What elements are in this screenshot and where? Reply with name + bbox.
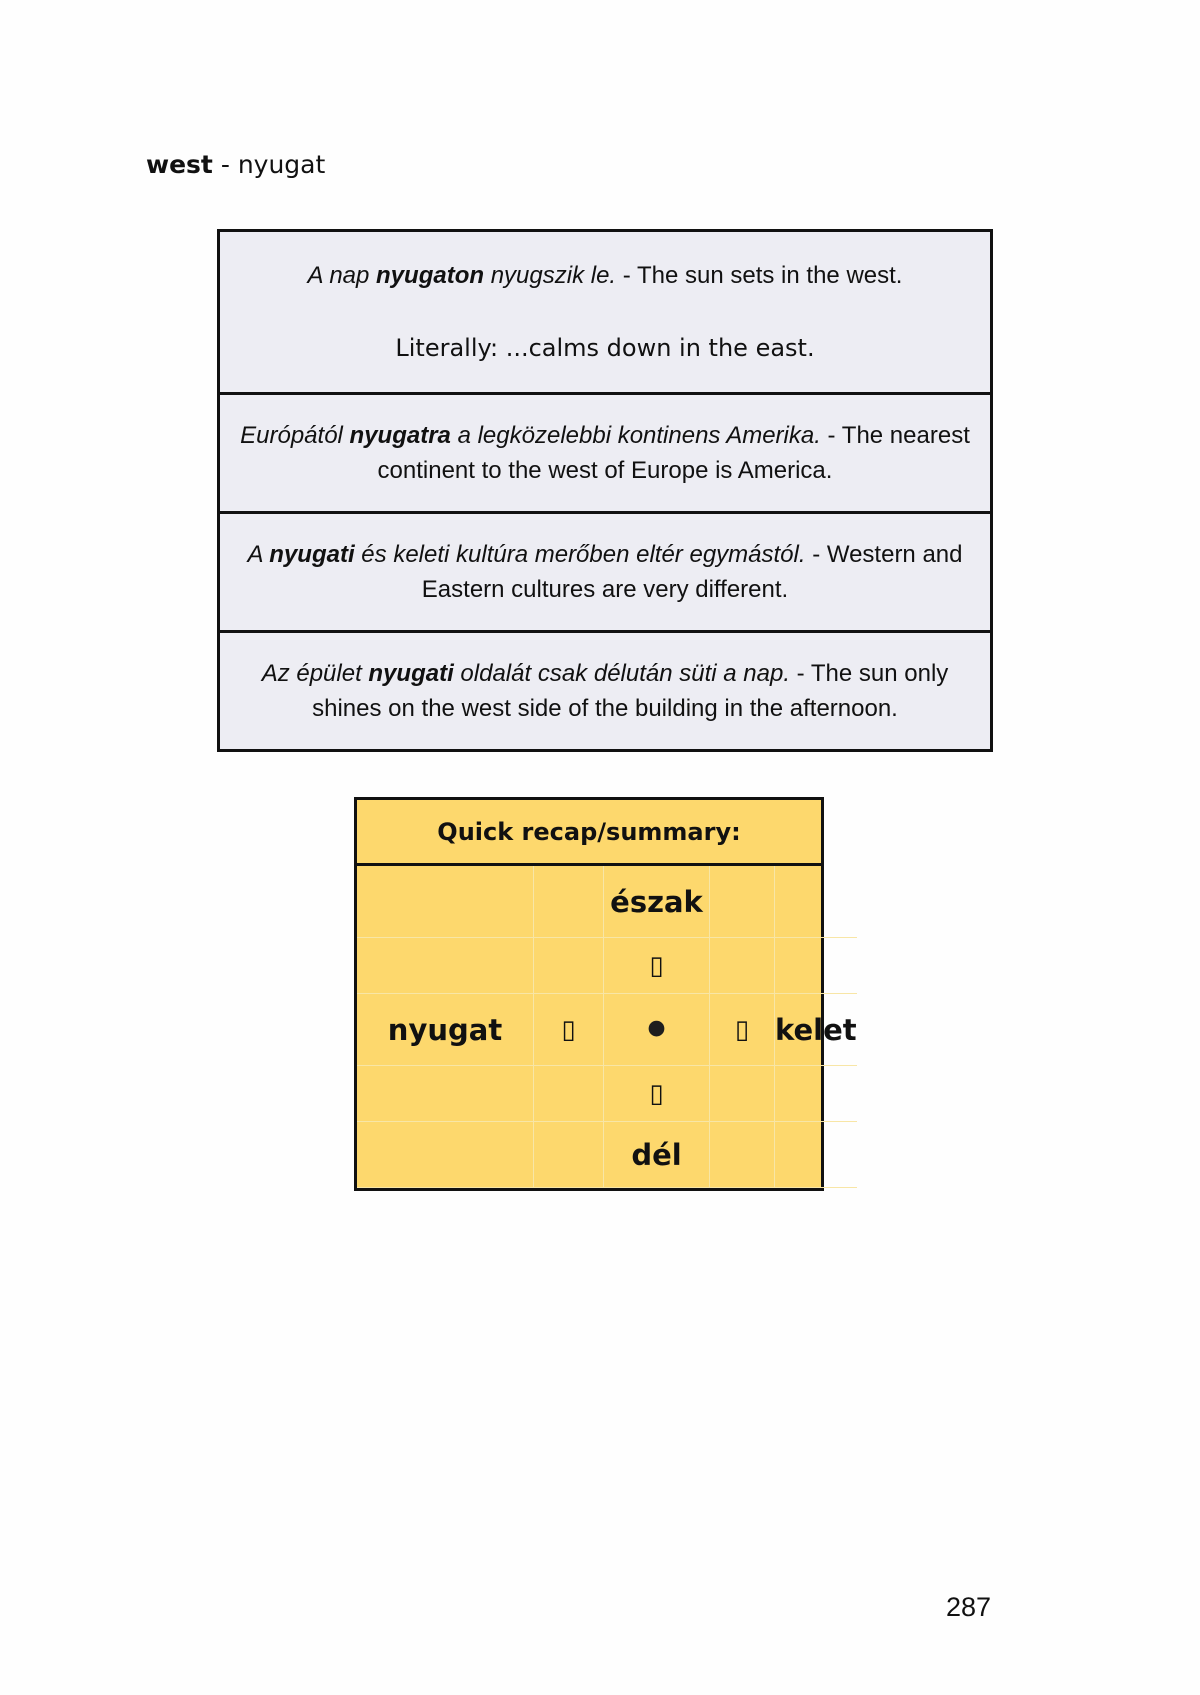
- hungarian-text: nyugszik le.: [484, 262, 617, 289]
- example-row: [220, 630, 990, 749]
- page-number: 287: [946, 1592, 992, 1622]
- entry-heading: [146, 150, 325, 179]
- grid-cell: [775, 938, 857, 994]
- compass-west: nyugat: [357, 994, 534, 1066]
- keyword: nyugatra: [349, 422, 451, 449]
- grid-cell: [534, 1066, 604, 1122]
- compass-north: észak: [604, 866, 710, 938]
- grid-cell: [357, 938, 534, 994]
- heading-translation: nyugat: [237, 150, 326, 179]
- grid-cell: [534, 938, 604, 994]
- example-sentence: [240, 656, 970, 726]
- example-row: [220, 392, 990, 511]
- grid-cell: [710, 938, 775, 994]
- example-english: - Western and Eastern cultures are very different.: [421, 541, 963, 603]
- grid-cell: [534, 866, 604, 938]
- example-hungarian: [248, 541, 806, 568]
- compass-grid: [357, 866, 857, 1188]
- hungarian-text: Az épület: [261, 660, 369, 687]
- grid-cell: [357, 866, 534, 938]
- example-english: - The nearest continent to the west of Europe is America.: [377, 422, 970, 484]
- example-row: [220, 511, 990, 630]
- example-sentence: [240, 537, 970, 607]
- example-sentence: [308, 258, 903, 293]
- example-sentence: [240, 418, 970, 488]
- hungarian-text: A: [247, 541, 270, 568]
- literal-note: Literally: ...calms down in the east.: [395, 334, 815, 362]
- example-english: - The sun sets in the west.: [616, 262, 903, 289]
- hungarian-text: Európától: [240, 422, 350, 449]
- center-dot-icon: ⚫: [604, 994, 710, 1066]
- keyword: nyugati: [269, 541, 355, 568]
- grid-cell: [775, 1066, 857, 1122]
- hungarian-text: A nap: [307, 262, 377, 289]
- examples-table: [217, 229, 993, 752]
- arrow-up-icon: ▯: [604, 938, 710, 994]
- grid-cell: [710, 866, 775, 938]
- example-english: - The sun only shines on the west side of the building in the afternoon.: [312, 660, 949, 722]
- example-row: [220, 232, 990, 392]
- keyword: nyugaton: [376, 262, 485, 289]
- grid-cell: [357, 1122, 534, 1188]
- recap-box: [354, 797, 857, 1191]
- compass-south: dél: [604, 1122, 710, 1188]
- hungarian-text: oldalát csak délután süti a nap.: [453, 660, 790, 687]
- grid-cell: [710, 1122, 775, 1188]
- example-hungarian: [262, 660, 790, 687]
- heading-word: west: [146, 150, 213, 179]
- grid-cell: [775, 866, 857, 938]
- arrow-left-icon: ▯: [534, 994, 604, 1066]
- grid-cell: [710, 1066, 775, 1122]
- hungarian-text: és keleti kultúra merőben eltér egymástól.: [354, 541, 806, 568]
- grid-cell: [534, 1122, 604, 1188]
- heading-separator: -: [212, 150, 238, 179]
- recap-title: Quick recap/summary:: [357, 800, 821, 866]
- grid-cell: [357, 1066, 534, 1122]
- keyword: nyugati: [368, 660, 454, 687]
- arrow-down-icon: ▯: [604, 1066, 710, 1122]
- grid-cell: [775, 1122, 857, 1188]
- example-hungarian: [240, 422, 821, 449]
- compass-east: kelet: [775, 994, 857, 1066]
- example-hungarian: [308, 262, 617, 289]
- hungarian-text: a legközelebbi kontinens Amerika.: [450, 422, 821, 449]
- arrow-right-icon: ▯: [710, 994, 775, 1066]
